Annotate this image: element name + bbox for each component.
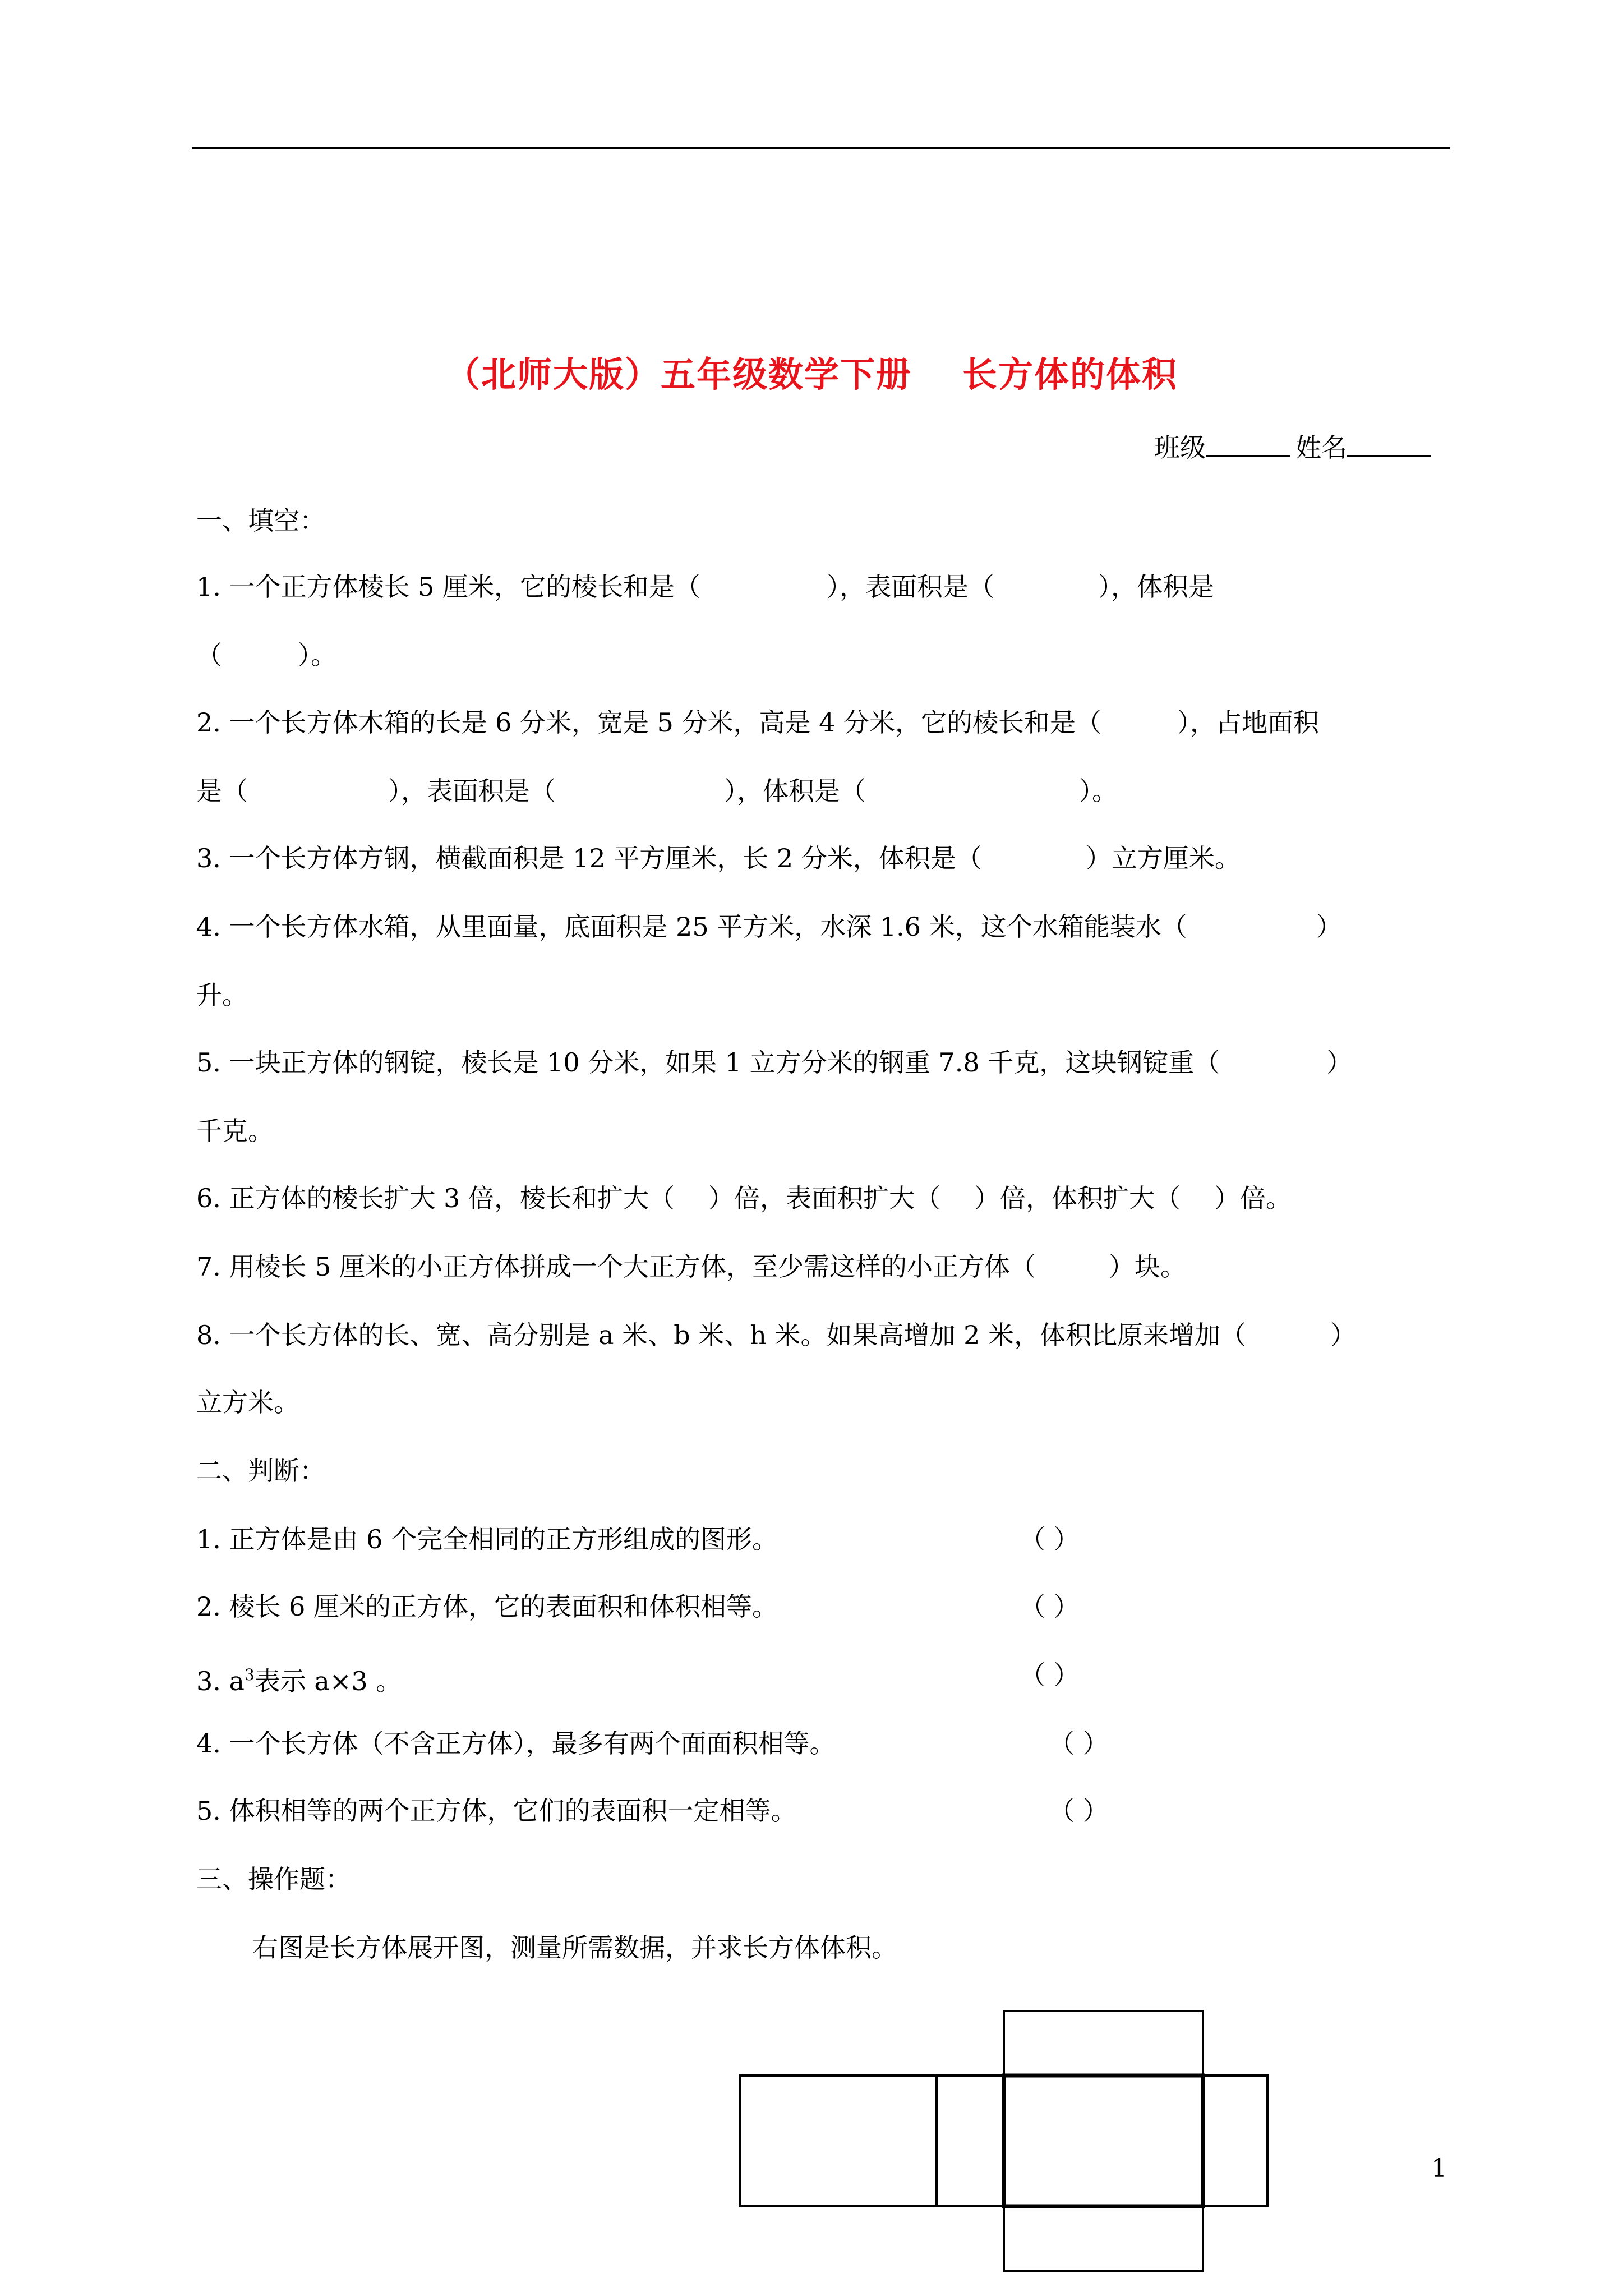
judge-paren-3[interactable]: （ ） [1020, 1660, 1080, 1690]
judge-item-3: 3. $a^3$表示 a×3 。 [196, 1665, 402, 1696]
q5-line1: 5. 一块正方体的钢锭，棱长是 10 分米，如果 1 立方分米的钢重 7.8 千克，这块钢锭重（ ） [196, 1047, 1353, 1078]
net-right-face [1203, 2076, 1267, 2206]
judge-paren-2[interactable]: （ ） [1020, 1591, 1080, 1622]
q4-line2: 升。 [196, 980, 248, 1010]
net-back-face [740, 2076, 937, 2206]
q2-line2: 是（ ），表面积是（ ），体积是（ ）。 [196, 776, 1118, 806]
judge-paren-4[interactable]: （ ） [1049, 1728, 1109, 1759]
q5-line2: 千克。 [196, 1116, 274, 1146]
q3-line: 3. 一个长方体方钢，横截面积是 12 平方厘米，长 2 分米，体积是（ ）立方厘米。 [196, 843, 1241, 873]
class-label: 班级 [1154, 432, 1206, 463]
net-top-face [1004, 2011, 1203, 2076]
section2-heading: 二、判断： [196, 1456, 325, 1486]
title-part1: （北师大版）五年级数学下册 [445, 354, 912, 395]
q6-line: 6. 正方体的棱长扩大 3 倍，棱长和扩大（ ）倍，表面积扩大（ ）倍，体积扩大（ ）倍。 [196, 1183, 1292, 1213]
q8-line2: 立方米。 [196, 1387, 299, 1418]
section1-heading: 一、填空： [196, 505, 325, 536]
name-label: 姓名 [1295, 432, 1347, 463]
title-part2: 长方体的体积 [962, 354, 1178, 395]
judge-item-1: 1. 正方体是由 6 个完全相同的正方形组成的图形。 [196, 1524, 778, 1554]
judge-paren-5[interactable]: （ ） [1049, 1796, 1109, 1826]
q1-line1: 1. 一个正方体棱长 5 厘米，它的棱长和是（ ），表面积是（ ），体积是 [196, 572, 1215, 602]
page-number: 1 [1431, 2154, 1447, 2183]
q4-line1: 4. 一个长方体水箱，从里面量，底面积是 25 平方米，水深 1.6 米，这个水箱能装水（ ） [196, 912, 1342, 942]
q1-line2: （ ）。 [196, 640, 336, 670]
judge-item-2: 2. 棱长 6 厘米的正方体，它的表面积和体积相等。 [196, 1591, 778, 1622]
judge-item-4: 4. 一个长方体（不含正方体），最多有两个面面积相等。 [196, 1728, 836, 1759]
net-left-face [937, 2076, 1004, 2206]
q7-line: 7. 用棱长 5 厘米的小正方体拼成一个大正方体，至少需这样的小正方体（ ）块。 [196, 1251, 1187, 1282]
net-bottom-face [1004, 2206, 1203, 2271]
section3-instruction: 右图是长方体展开图，测量所需数据，并求长方体体积。 [252, 1932, 897, 1963]
net-front-face [1004, 2076, 1203, 2206]
judge-paren-1[interactable]: （ ） [1020, 1524, 1080, 1554]
q8-line1: 8. 一个长方体的长、宽、高分别是 a 米、b 米、h 米。如果高增加 2 米，体积比原来增加（ ） [196, 1320, 1357, 1350]
q2-line1: 2. 一个长方体木箱的长是 6 分米，宽是 5 分米，高是 4 分米，它的棱长和是（ ），占地面积 [196, 707, 1320, 738]
judge-item-5: 5. 体积相等的两个正方体，它们的表面积一定相等。 [196, 1796, 797, 1826]
section3-heading: 三、操作题： [196, 1864, 351, 1894]
